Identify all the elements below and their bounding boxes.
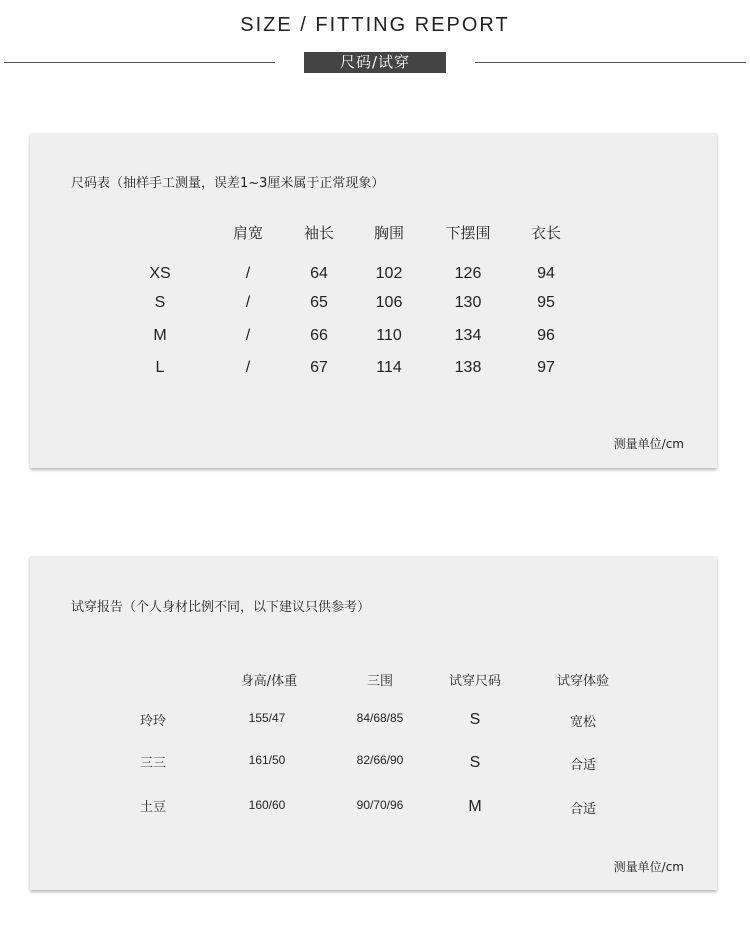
fitting-report-panel xyxy=(30,556,717,890)
fit-row-name: 土豆 xyxy=(139,800,167,815)
size-cell: / xyxy=(245,327,251,344)
size-row-label: M xyxy=(153,327,167,344)
size-cell: 94 xyxy=(537,265,555,282)
fit-cell: 160/60 xyxy=(248,798,286,812)
size-cell: 102 xyxy=(375,265,403,282)
fitting-report-title: 试穿报告（个人身材比例不同，以下建议只供参考） xyxy=(71,600,371,615)
size-col-header-chest: 胸围 xyxy=(373,224,405,242)
fit-col-header-measurements: 三围 xyxy=(366,674,394,689)
size-cell: / xyxy=(245,294,251,311)
size-chart-panel xyxy=(30,133,717,468)
fit-cell: 84/68/85 xyxy=(356,711,404,725)
fit-cell: 宽松 xyxy=(569,715,597,730)
size-cell: 126 xyxy=(454,265,482,282)
size-col-header-hem: 下摆围 xyxy=(445,224,491,242)
size-cell: 65 xyxy=(310,294,328,311)
size-cell: 134 xyxy=(454,327,482,344)
size-cell: 66 xyxy=(310,327,328,344)
fit-cell: 155/47 xyxy=(248,711,286,725)
fit-cell: 合适 xyxy=(569,758,597,773)
fit-row-name: 玲玲 xyxy=(139,714,167,729)
fit-col-header-experience: 试穿体验 xyxy=(556,674,610,689)
page-title: SIZE / FITTING REPORT xyxy=(240,14,510,36)
size-cell: 130 xyxy=(454,294,482,311)
fitting-report-unit: 测量单位/cm xyxy=(613,860,684,874)
size-cell: 138 xyxy=(454,359,482,376)
header-divider-left xyxy=(4,62,275,63)
fit-cell: S xyxy=(469,711,481,728)
size-cell: 96 xyxy=(537,327,555,344)
size-col-header-shoulder: 肩宽 xyxy=(232,224,264,242)
size-cell: 106 xyxy=(375,294,403,311)
size-cell: 67 xyxy=(310,359,328,376)
size-cell: 64 xyxy=(310,265,328,282)
fit-col-header-size: 试穿尺码 xyxy=(448,674,502,689)
size-cell: / xyxy=(245,359,251,376)
fit-cell: S xyxy=(469,754,481,771)
size-chart-title: 尺码表（抽样手工测量，误差1~3厘米属于正常现象） xyxy=(71,176,385,191)
size-row-label: XS xyxy=(149,265,171,282)
fit-cell: 合适 xyxy=(569,802,597,817)
size-cell: 114 xyxy=(376,359,402,376)
fit-row-name: 三三 xyxy=(139,756,167,771)
size-col-header-length: 衣长 xyxy=(530,224,562,242)
size-cell: 97 xyxy=(537,359,555,376)
size-cell: 110 xyxy=(376,327,402,344)
size-row-label: L xyxy=(155,359,165,376)
size-chart-unit: 测量单位/cm xyxy=(613,437,684,451)
fit-cell: M xyxy=(468,798,482,815)
fit-cell: 90/70/96 xyxy=(356,798,404,812)
size-row-label: S xyxy=(154,294,166,311)
size-col-header-sleeve: 袖长 xyxy=(303,224,335,242)
section-badge: 尺码/试穿 xyxy=(304,52,446,73)
header-divider-right xyxy=(475,62,746,63)
fit-cell: 82/66/90 xyxy=(356,753,404,767)
size-cell: / xyxy=(245,265,251,282)
size-cell: 95 xyxy=(537,294,555,311)
fit-col-header-height-weight: 身高/体重 xyxy=(240,674,298,689)
fit-cell: 161/50 xyxy=(248,753,286,767)
